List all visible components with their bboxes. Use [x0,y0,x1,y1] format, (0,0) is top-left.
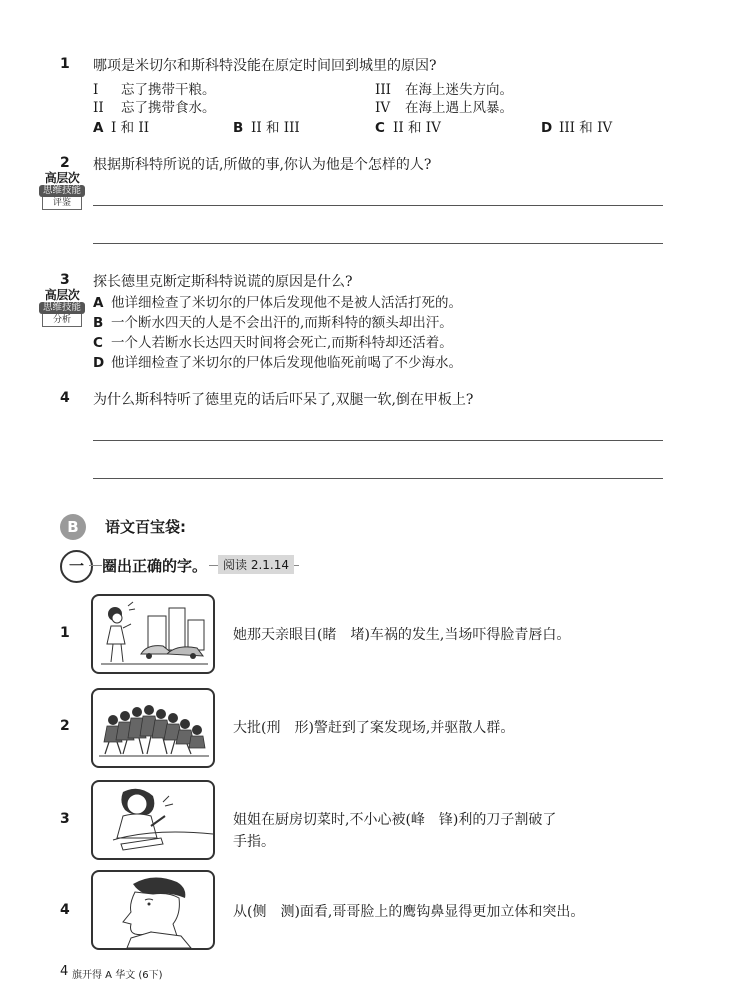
option-c[interactable] [375,116,441,136]
reading-reference: 阅读 2.1.14 [218,555,294,574]
answer-line[interactable] [93,205,663,206]
answer-line[interactable] [93,478,663,479]
option-letter: B [233,120,244,136]
statement-text: 忘了携带干粮。 [121,82,216,98]
part-one-title: 圈出正确的字。 [102,557,208,575]
statement-text: 在海上遇上风暴。 [405,100,513,116]
higher-order-badge [38,172,86,210]
badge-title: 高层次 [44,171,80,185]
item-4-number: 4 [60,902,70,918]
item-3-number: 3 [60,811,70,827]
higher-order-badge [38,289,86,327]
sentence-text: 姐姐在厨房切菜时,不小心被( [233,812,411,828]
option-text: I 和 II [111,120,150,136]
section-b-title: 语文百宝袋: [105,518,186,536]
option-text: 一个人若断水长达四天时间将会死亡,而斯科特却还活着。 [111,335,453,351]
illustration-profile [91,870,215,950]
option-text: II 和 IV [393,120,441,136]
option-letter: D [541,120,553,136]
statement-roman: I [93,82,99,98]
option-text: 一个断水四天的人是不会出汗的,而斯科特的额头却出汗。 [111,315,453,331]
book-title: 旗开得 A 华文 (6下) [72,970,163,981]
illustration-police [91,688,215,768]
section-b-marker: B [60,514,86,540]
option-text: II 和 III [251,120,300,136]
statement-roman: IV [375,100,391,116]
question-4-number: 4 [60,390,70,406]
question-1-number: 1 [60,56,70,72]
statement-iii [375,78,513,98]
sentence-text: )面看,哥哥脸上的鹰钩鼻显得更加立体和突出。 [294,904,585,920]
option-c[interactable] [93,331,453,351]
option-letter: B [93,315,104,331]
statement-text: 忘了携带食水。 [121,100,216,116]
page-number: 4 [60,964,69,979]
item-4-sentence [233,901,584,921]
statement-text: 在海上迷失方向。 [405,82,513,98]
choice-option-2[interactable]: 堵 [350,627,365,643]
option-letter: C [375,120,385,136]
item-2-sentence [233,717,514,737]
question-4-text: 为什么斯科特听了德里克的话后吓呆了,双腿一软,倒在甲板上? [93,392,474,408]
question-2-text: 根据斯科特所说的话,所做的事,你认为他是个怎样的人? [93,157,432,173]
item-3-sentence-line2: 手指。 [233,834,275,850]
question-3-text: 探长德里克断定斯科特说谎的原因是什么? [93,274,353,290]
option-a[interactable] [93,291,462,311]
item-3-sentence [233,809,556,829]
option-letter: A [93,120,104,136]
part-one-marker: 一 [60,550,93,583]
question-1-text: 哪项是米切尔和斯科特没能在原定时间回到城里的原因? [93,58,437,74]
choice-option-2[interactable]: 形 [294,720,309,736]
option-a[interactable] [93,116,149,136]
illustration-accident [91,594,215,674]
option-text: III 和 IV [559,120,613,136]
question-3-number: 3 [60,272,70,288]
badge-subtitle: 思维技能 [39,302,85,314]
answer-line[interactable] [93,440,663,441]
option-text: 他详细检查了米切尔的尸体后发现他不是被人活活打死的。 [111,295,462,311]
choice-option-2[interactable]: 锋 [438,812,453,828]
badge-subtitle: 思维技能 [39,185,85,197]
choice-option-2[interactable]: 测 [280,904,295,920]
sentence-text: 她那天亲眼目( [233,627,323,643]
statement-roman: III [375,82,391,98]
sentence-text: 从( [233,904,253,920]
statement-ii [93,96,216,116]
option-letter: A [93,295,104,311]
choice-option-1[interactable]: 侧 [252,904,267,920]
choice-option-1[interactable]: 睹 [322,627,337,643]
answer-line[interactable] [93,243,663,244]
sentence-text: )利的刀子割破了 [452,812,557,828]
option-text: 他详细检查了米切尔的尸体后发现他临死前喝了不少海水。 [111,355,462,371]
sentence-text: 大批( [233,720,267,736]
option-d[interactable] [93,351,462,371]
badge-title: 高层次 [44,288,80,302]
choice-option-1[interactable]: 峰 [410,812,425,828]
sentence-text: )警赶到了案发现场,并驱散人群。 [308,720,515,736]
statement-iv [375,96,513,116]
statement-i [93,78,216,98]
choice-option-1[interactable]: 刑 [266,720,281,736]
option-b[interactable] [93,311,453,331]
option-b[interactable] [233,116,300,136]
badge-skill: 分析 [42,314,82,327]
option-letter: D [93,355,105,371]
sentence-text: )车祸的发生,当场吓得脸青唇白。 [364,627,571,643]
option-d[interactable] [541,116,612,136]
statement-roman: II [93,100,104,116]
question-2-number: 2 [60,155,70,171]
option-letter: C [93,335,103,351]
item-1-sentence [233,624,570,644]
item-2-number: 2 [60,718,70,734]
illustration-cutting [91,780,215,860]
badge-skill: 评鉴 [42,197,82,210]
item-1-number: 1 [60,625,70,641]
